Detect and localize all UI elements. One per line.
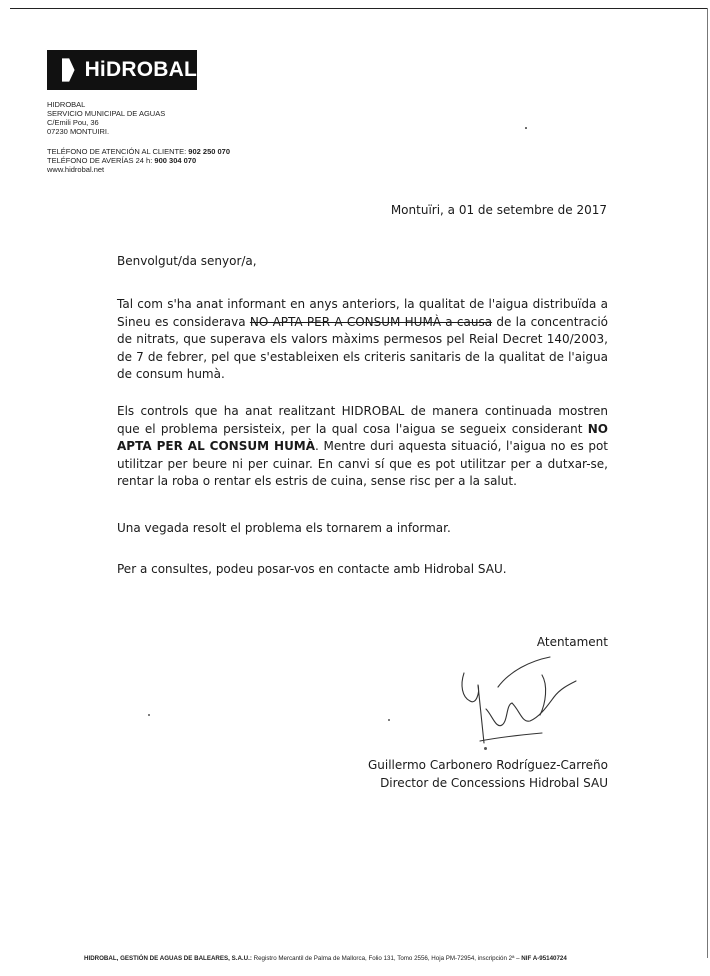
scan-speck bbox=[148, 714, 150, 716]
scan-speck bbox=[484, 747, 487, 750]
company-line: SERVICIO MUNICIPAL DE AGUAS bbox=[47, 109, 166, 118]
handwritten-signature bbox=[450, 645, 590, 755]
fault-phone-number: 900 304 070 bbox=[154, 156, 197, 165]
signer-block bbox=[368, 756, 608, 792]
scan-right-border bbox=[707, 8, 708, 958]
salutation: Benvolgut/da senyor/a, bbox=[117, 254, 257, 268]
scan-top-border bbox=[10, 8, 708, 9]
paragraph-3: Una vegada resolt el problema els tornarem a informar. bbox=[117, 521, 451, 535]
customer-phone-line bbox=[47, 147, 230, 156]
hidrobal-logo bbox=[47, 50, 197, 90]
fault-phone-line bbox=[47, 156, 230, 165]
logo-arrow-icon bbox=[62, 57, 75, 83]
signer-name: Guillermo Carbonero Rodríguez-Carreño bbox=[367, 758, 608, 772]
paragraph-2-text-b: . Mentre duri aquesta situació, l'aigua no es pot utilitzar per beure ni per cuinar. En canvi sí que es pot utilitzar per a dutxar-se, rentar la roba o rentar els estris de cuina, sense risc per a la salut. bbox=[117, 439, 608, 488]
company-line: C/Emili Pou, 36 bbox=[47, 118, 99, 127]
paragraph-1-struck-text: NO APTA PER A CONSUM HUMÀ a causa bbox=[249, 314, 493, 329]
footer-legal bbox=[84, 955, 567, 962]
paragraph-1-text-a: Tal com s'ha anat informant en anys anteriors, la qualitat de l'aigua distribuïda a Sineu es considerava bbox=[117, 297, 608, 329]
footer-nif: NIF A-95140724 bbox=[521, 955, 567, 962]
paragraph-1 bbox=[117, 296, 608, 384]
company-address bbox=[47, 100, 165, 136]
paragraph-2 bbox=[117, 403, 608, 491]
contact-block bbox=[47, 147, 230, 174]
closing: Atentament bbox=[536, 635, 608, 649]
footer-registry: Registro Mercantil de Palma de Mallorca, Folio 131, Tomo 2556, Hoja PM-72954, inscripción 2ª – bbox=[251, 955, 522, 962]
company-line: HIDROBAL bbox=[47, 100, 86, 109]
website: www.hidrobal.net bbox=[47, 165, 105, 174]
paragraph-1-text-b: de la concentració de nitrats, que superava els valors màxims permesos pel Reial Decret 140/2003, de 7 de febrer, pel que s'estableixen els criteris sanitaris de la qualitat de l'aigua de consum humà. bbox=[117, 314, 609, 381]
customer-phone-label: TELÉFONO DE ATENCIÓN AL CLIENTE: bbox=[47, 147, 187, 156]
fault-phone-label: TELÉFONO DE AVERÍAS 24 h: bbox=[47, 156, 153, 165]
company-line: 07230 MONTUIRI. bbox=[47, 127, 110, 136]
paragraph-2-text-a: Els controls que ha anat realitzant HIDROBAL de manera continuada mostren que el problema persisteix, per la qual cosa l'aigua se segueix considerant bbox=[117, 404, 608, 436]
scan-speck bbox=[525, 127, 527, 129]
logo-text: HiDROBAL bbox=[84, 58, 197, 81]
footer-company: HIDROBAL, GESTIÓN DE AGUAS DE BALEARES, S.A.U.: bbox=[84, 955, 252, 962]
letter-date: Montuïri, a 01 de setembre de 2017 bbox=[390, 203, 607, 217]
customer-phone-number: 902 250 070 bbox=[188, 147, 231, 156]
paragraph-2-bold-text: NO APTA PER AL CONSUM HUMÀ bbox=[117, 421, 608, 453]
scan-speck bbox=[388, 719, 390, 721]
paragraph-4: Per a consultes, podeu posar-vos en contacte amb Hidrobal SAU. bbox=[117, 562, 507, 576]
signer-title: Director de Concessions Hidrobal SAU bbox=[380, 776, 608, 790]
